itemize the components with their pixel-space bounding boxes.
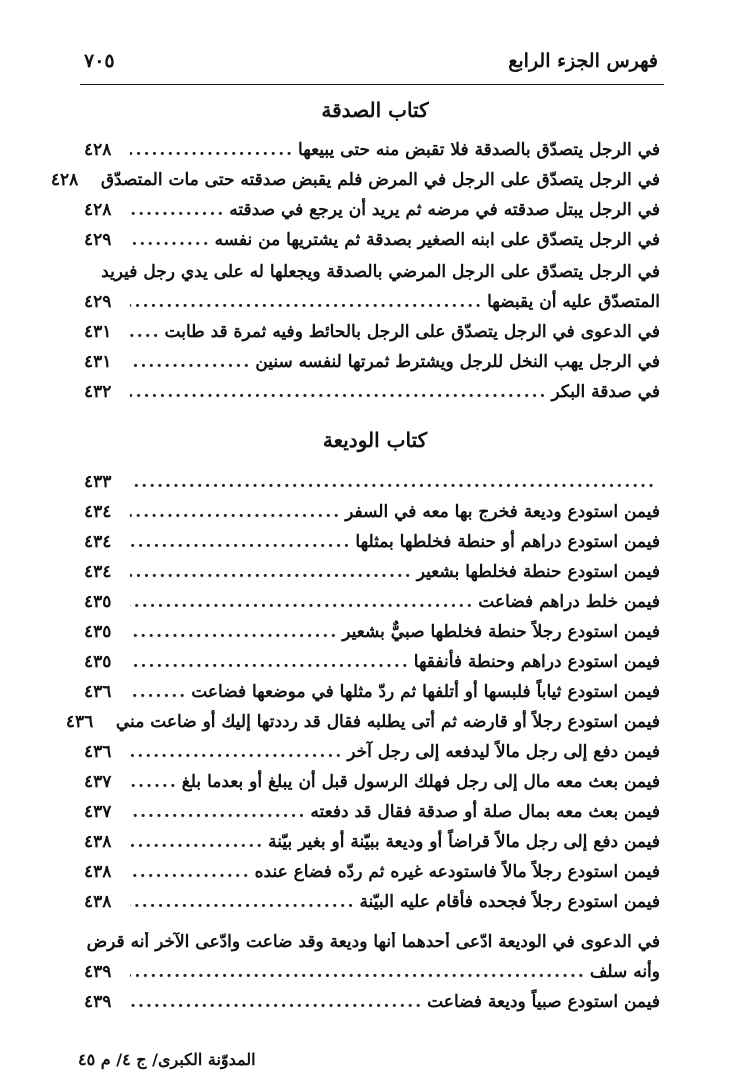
toc-entry-page: ٤٣٣ (84, 472, 112, 492)
toc-entry-page: ٤٣٤ (84, 562, 112, 582)
toc-entry-text: فيمن استودع رجلاً مالاً فاستودعه غيره ثم ردّه فضاع عنده (254, 862, 660, 882)
toc-entry-text: فيمن استودع رجلاً فجحده فأقام عليه البيّنة (359, 892, 660, 912)
toc-entry-page: ٤٣٢ (84, 382, 112, 402)
toc-entry[interactable] (84, 742, 660, 768)
toc-entry-page: ٤٣٥ (84, 652, 112, 672)
toc-entry-page: ٤٣٨ (84, 862, 112, 882)
header-rule (80, 84, 664, 85)
toc-entry-text: في الرجل يهب النخل للرجل ويشترط ثمرتها لنفسه سنين (255, 352, 660, 372)
page-footer: المدوّنة الكبرى/ ج ٤/ م ٤٥ (78, 1050, 256, 1069)
toc-entry-text: في صدقة البكر (551, 382, 660, 402)
toc-entry[interactable] (84, 802, 660, 828)
toc-entry-page: ٤٣٧ (84, 772, 112, 792)
toc-entry[interactable] (84, 682, 660, 708)
toc-entry-page: ٤٢٨ (50, 170, 79, 190)
toc-entry[interactable] (84, 502, 660, 528)
toc-entry-page: ٤٣٩ (84, 992, 112, 1012)
toc-entry-text: فيمن استودع رجلاً أو قارضه ثم أتى يطلبه فقال قد رددتها إليك أو ضاعت مني (115, 712, 660, 732)
toc-entry-text: في الرجل يبتل صدقته في مرضه ثم يريد أن يرجع في صدقته (229, 200, 660, 220)
toc-entry-page: ٤٣٦ (84, 682, 112, 702)
toc-entry-page: ٤٣٦ (84, 742, 112, 762)
toc-entry[interactable] (84, 562, 660, 588)
toc-entry-text-cont: وأنه سلف (589, 962, 660, 982)
toc-entry-text: فيمن دفع إلى رجل مالاً قراضاً أو وديعة ببيّنة أو بغير بيّنة (268, 832, 660, 852)
dot-leader (130, 652, 410, 672)
dot-leader (130, 592, 474, 612)
toc-entry-text: فيمن استودع دراهم أو حنطة فخلطها بمثلها (355, 532, 660, 552)
toc-entry-page: ٤٣٤ (84, 532, 112, 552)
toc-entry[interactable] (84, 200, 660, 226)
toc-entry-text: فيمن استودع صبياً وديعة فضاعت (427, 992, 660, 1012)
toc-entry-page: ٤٣٧ (84, 802, 112, 822)
toc-entry-text: فيمن بعث معه بمال صلة أو صدقة فقال قد دفعته (310, 802, 660, 822)
dot-leader (130, 230, 211, 250)
dot-leader (130, 802, 306, 822)
running-header-title: فهرس الجزء الرابع (508, 50, 658, 72)
dot-leader (130, 472, 656, 492)
toc-entry[interactable] (84, 772, 660, 798)
toc-entry[interactable] (50, 170, 660, 196)
toc-entry[interactable] (84, 230, 660, 256)
dot-leader (130, 832, 264, 852)
toc-entry-text-cont: المتصدّق عليه أن يقبضها (487, 292, 660, 312)
toc-entry[interactable] (84, 862, 660, 888)
toc-entry-page: ٤٣١ (84, 352, 112, 372)
toc-entry-text: في الرجل يتصدّق بالصدقة فلا تقبض منه حتى يبيعها (298, 140, 660, 160)
toc-entry[interactable] (84, 962, 660, 988)
dot-leader (130, 200, 225, 220)
dot-leader (130, 742, 343, 762)
toc-entry[interactable] (84, 472, 660, 498)
toc-entry-page: ٤٣٥ (84, 592, 112, 612)
toc-entry[interactable] (84, 532, 660, 558)
toc-entry-page: ٤٢٨ (84, 140, 112, 160)
toc-entry-text: فيمن استودع وديعة فخرج بها معه في السفر (345, 502, 660, 522)
toc-entry-page: ٤٣٥ (84, 622, 112, 642)
dot-leader (130, 292, 483, 312)
dot-leader (130, 992, 423, 1012)
toc-entry-text: فيمن خلط دراهم فضاعت (478, 592, 660, 612)
toc-entry-text: فيمن دفع إلى رجل مالاً ليدفعه إلى رجل آخر (347, 742, 660, 762)
toc-entry[interactable] (84, 652, 660, 678)
toc-entry-text: فيمن استودع ثياباً فلبسها أو أتلفها ثم ردّ مثلها في موضعها فضاعت (191, 682, 660, 702)
toc-entry-text: فيمن بعث معه مال إلى رجل فهلك الرسول قبل أن يبلغ أو بعدما بلغ (181, 772, 660, 792)
toc-entry[interactable] (84, 292, 660, 318)
dot-leader (130, 352, 251, 372)
dot-leader (130, 892, 356, 912)
section-title-sadaqa: كتاب الصدقة (321, 98, 429, 122)
dot-leader (130, 562, 413, 582)
toc-entry-page: ٤٢٩ (84, 292, 112, 312)
dot-leader (130, 382, 547, 402)
toc-entry[interactable] (84, 992, 660, 1018)
toc-entry[interactable] (65, 712, 660, 738)
toc-entry-page: ٤٣٩ (84, 962, 112, 982)
toc-entry-page: ٤٣٨ (84, 832, 112, 852)
toc-entry-page: ٤٣١ (84, 322, 112, 342)
toc-entry[interactable] (84, 352, 660, 378)
toc-entry[interactable] (84, 322, 660, 348)
toc-entry-text: فيمن استودع دراهم وحنطة فأنفقها (413, 652, 660, 672)
toc-entry[interactable] (84, 892, 660, 918)
dot-leader (130, 322, 161, 342)
toc-entry[interactable] (84, 622, 660, 648)
toc-entry-page: ٤٢٩ (84, 230, 112, 250)
toc-entry[interactable] (84, 832, 660, 858)
toc-entry-page: ٤٣٦ (65, 712, 94, 732)
dot-leader (130, 622, 338, 642)
toc-entry-text: في الرجل يتصدّق على ابنه الصغير بصدقة ثم يشتريها من نفسه (214, 230, 660, 250)
toc-entry-text: فيمن استودع حنطة فخلطها بشعير (416, 562, 660, 582)
toc-entry-page: ٤٢٨ (84, 200, 112, 220)
toc-entry[interactable] (84, 382, 660, 408)
dot-leader (130, 140, 294, 160)
dot-leader (130, 532, 351, 552)
toc-entry[interactable] (84, 140, 660, 166)
section-title-wadia: كتاب الوديعة (322, 428, 428, 452)
page-number: ٧٠٥ (84, 50, 115, 72)
toc-entry-page: ٤٣٨ (84, 892, 112, 912)
toc-entry-text-line1[interactable]: في الدعوى في الوديعة ادّعى أحدهما أنها وديعة وقد ضاعت وادّعى الآخر أنه قرض (86, 932, 660, 952)
toc-entry-text-line1[interactable]: في الرجل يتصدّق على الرجل المرضي بالصدقة ويجعلها له على يدي رجل فيريد (101, 262, 660, 282)
toc-entry-text: فيمن استودع رجلاً حنطة فخلطها صبيٌّ بشعير (342, 622, 660, 642)
dot-leader (130, 862, 251, 882)
dot-leader (130, 962, 586, 982)
dot-leader (130, 502, 341, 522)
toc-entry[interactable] (84, 592, 660, 618)
toc-entry-text: في الدعوى في الرجل يتصدّق على الرجل بالحائط وفيه ثمرة قد طابت (164, 322, 660, 342)
dot-leader (130, 682, 187, 702)
toc-entry-page: ٤٣٤ (84, 502, 112, 522)
dot-leader (130, 772, 178, 792)
toc-entry-text: في الرجل يتصدّق على الرجل في المرض فلم يقبض صدقته حتى مات المتصدّق (100, 170, 660, 190)
